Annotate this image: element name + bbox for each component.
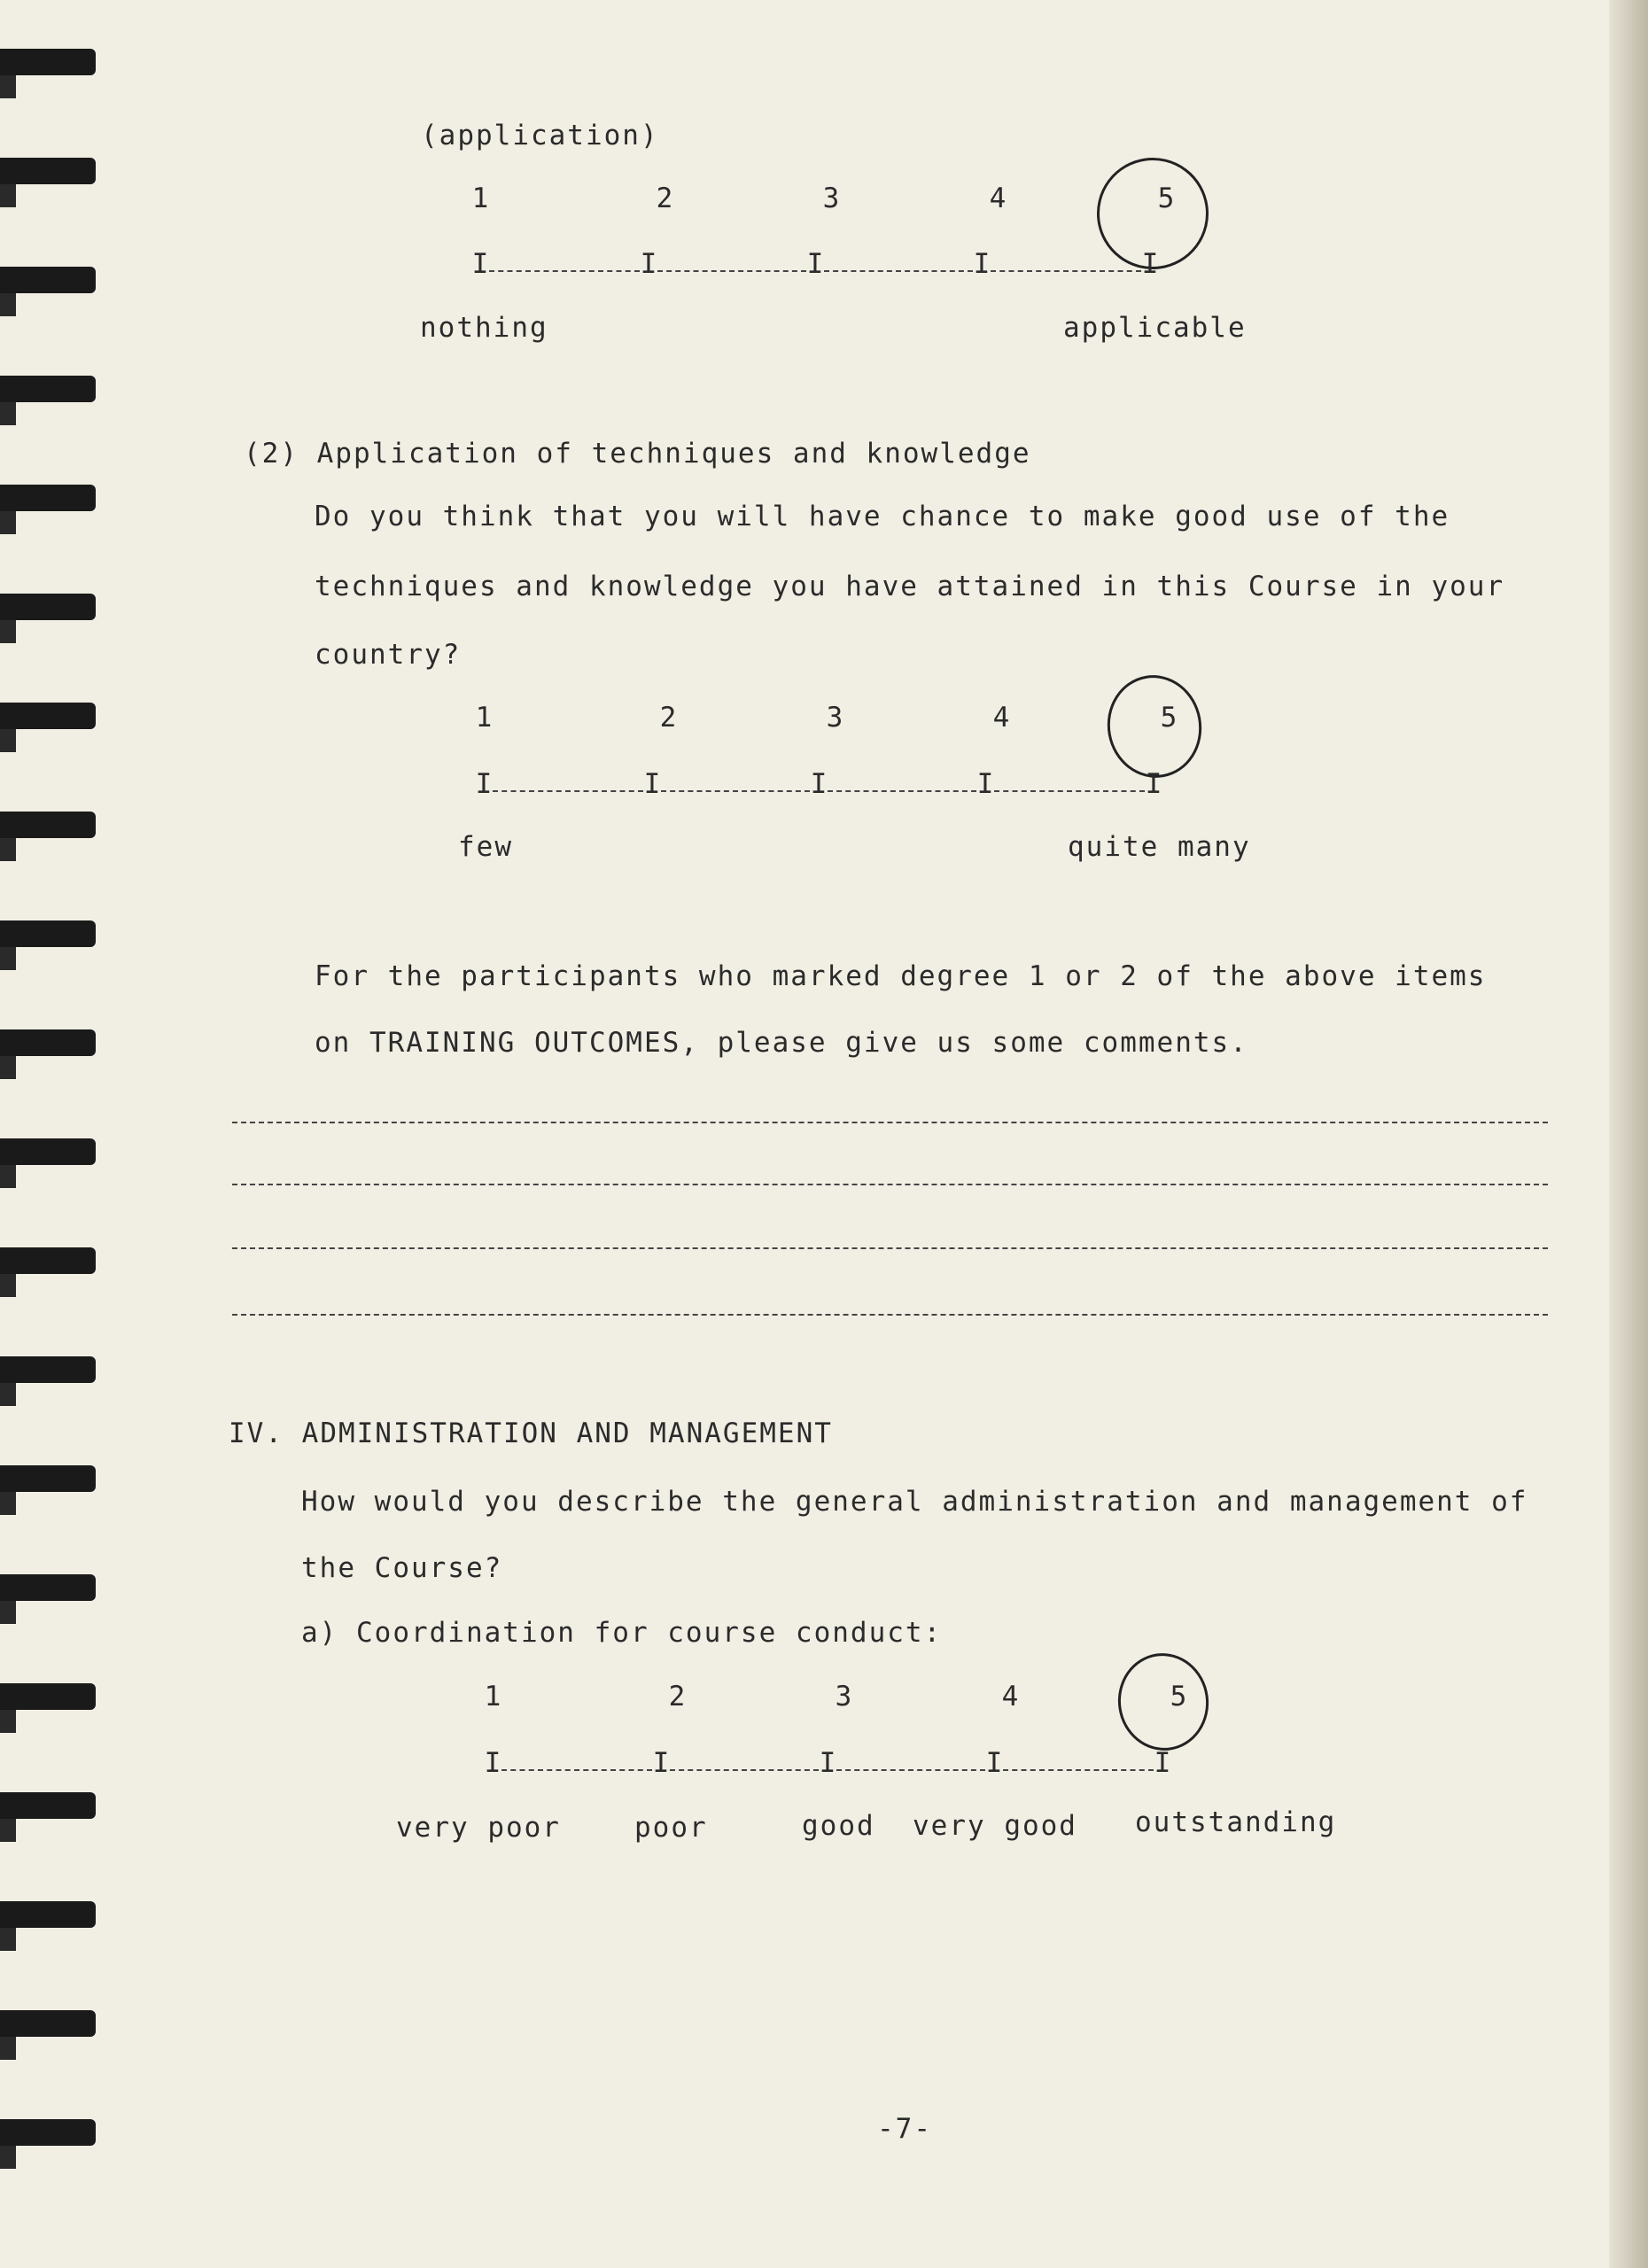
binding-ring [0, 1138, 96, 1165]
binding-ring [0, 485, 96, 511]
question-text: How would you describe the general administration and management of [301, 1486, 1528, 1518]
binding-ring [0, 812, 96, 838]
scale-number: 4 [1001, 1681, 1019, 1713]
rating-scale [471, 248, 1180, 280]
scale-mark: I [643, 768, 661, 800]
scale-number: 1 [484, 1681, 501, 1713]
rating-scale [484, 1747, 1193, 1779]
scale-dash [493, 790, 643, 792]
answer-circle [1112, 1647, 1215, 1756]
scale-dash [657, 270, 806, 272]
binding-ring [0, 267, 96, 293]
scale-mark: I [1141, 248, 1159, 280]
binding-ring [0, 1901, 96, 1928]
scale-right-label: applicable [1063, 312, 1247, 344]
scale-number: 1 [475, 702, 493, 734]
scale-mark: I [475, 768, 493, 800]
scale-mark: I [1154, 1747, 1171, 1779]
page-number: -7- [877, 2113, 932, 2145]
page-edge [1609, 0, 1648, 2268]
scale-dash [670, 1769, 819, 1771]
scale-dash [828, 790, 976, 792]
scale-dash [1003, 1769, 1154, 1771]
binding-ring [0, 1356, 96, 1383]
scale-dash [994, 790, 1145, 792]
scale-number: 5 [1160, 702, 1178, 734]
binding-ring [0, 2010, 96, 2037]
scale-left-label: few [458, 831, 513, 863]
binding-ring [0, 158, 96, 184]
scale-mark: I [652, 1747, 670, 1779]
scale-mark: I [810, 768, 828, 800]
binding-ring [0, 49, 96, 75]
scale-number: 3 [826, 702, 843, 734]
scale-dash [991, 270, 1141, 272]
scale-dash [836, 1769, 985, 1771]
scale-label: very poor [396, 1812, 561, 1844]
scale-label: good [802, 1810, 875, 1842]
binding-ring [0, 1029, 96, 1056]
scale-dash [661, 790, 810, 792]
scale-number: 3 [835, 1681, 852, 1713]
comment-line [232, 1122, 1548, 1123]
binding-ring [0, 1247, 96, 1274]
question-text: techniques and knowledge you have attained in this Course in your [315, 571, 1505, 602]
scale-mark: I [973, 248, 991, 280]
scale-number: 2 [656, 183, 673, 214]
binding-ring [0, 703, 96, 729]
question-text: country? [315, 639, 462, 671]
comment-line [232, 1184, 1548, 1185]
comments-prompt: on TRAINING OUTCOMES, please give us some comments. [315, 1027, 1248, 1059]
binding-ring [0, 1465, 96, 1492]
rating-scale [475, 768, 1184, 800]
scale-number: 5 [1157, 183, 1175, 214]
scale-dash [489, 270, 640, 272]
binding-ring [0, 920, 96, 947]
scale-number: 1 [471, 183, 489, 214]
scale-label: very good [913, 1810, 1077, 1842]
scale-number: 5 [1170, 1681, 1187, 1713]
binding-ring [0, 376, 96, 402]
scale-mark: I [640, 248, 657, 280]
scale-label: poor [634, 1812, 708, 1844]
scale-number: 2 [659, 702, 677, 734]
scale-dash [824, 270, 973, 272]
scale-left-label: nothing [420, 312, 548, 344]
scale-right-label: quite many [1068, 831, 1251, 863]
spiral-binding [0, 0, 106, 2268]
comments-prompt: For the participants who marked degree 1 or 2 of the above items [315, 960, 1487, 992]
question-heading: (2) Application of techniques and knowledge [244, 438, 1031, 470]
scale-number: 3 [822, 183, 840, 214]
section-heading: IV. ADMINISTRATION AND MANAGEMENT [229, 1418, 833, 1449]
comment-line [232, 1247, 1548, 1249]
scale-mark: I [471, 248, 489, 280]
sub-question-label: a) Coordination for course conduct: [301, 1617, 943, 1649]
scale-mark: I [976, 768, 994, 800]
binding-ring [0, 2119, 96, 2146]
binding-ring [0, 1574, 96, 1601]
question-text: the Course? [301, 1552, 503, 1584]
scale-number: 2 [668, 1681, 686, 1713]
scale-mark: I [1145, 768, 1162, 800]
binding-ring [0, 1792, 96, 1819]
scale-dash [501, 1769, 652, 1771]
application-label: (application) [421, 120, 659, 151]
scale-number: 4 [989, 183, 1007, 214]
scale-mark: I [806, 248, 824, 280]
binding-ring [0, 594, 96, 620]
scale-mark: I [985, 1747, 1003, 1779]
comment-line [232, 1314, 1548, 1316]
question-text: Do you think that you will have chance to make good use of the [315, 501, 1450, 532]
scale-mark: I [484, 1747, 501, 1779]
scale-mark: I [819, 1747, 836, 1779]
binding-ring [0, 1683, 96, 1710]
scale-number: 4 [992, 702, 1010, 734]
scale-label: outstanding [1135, 1806, 1337, 1838]
